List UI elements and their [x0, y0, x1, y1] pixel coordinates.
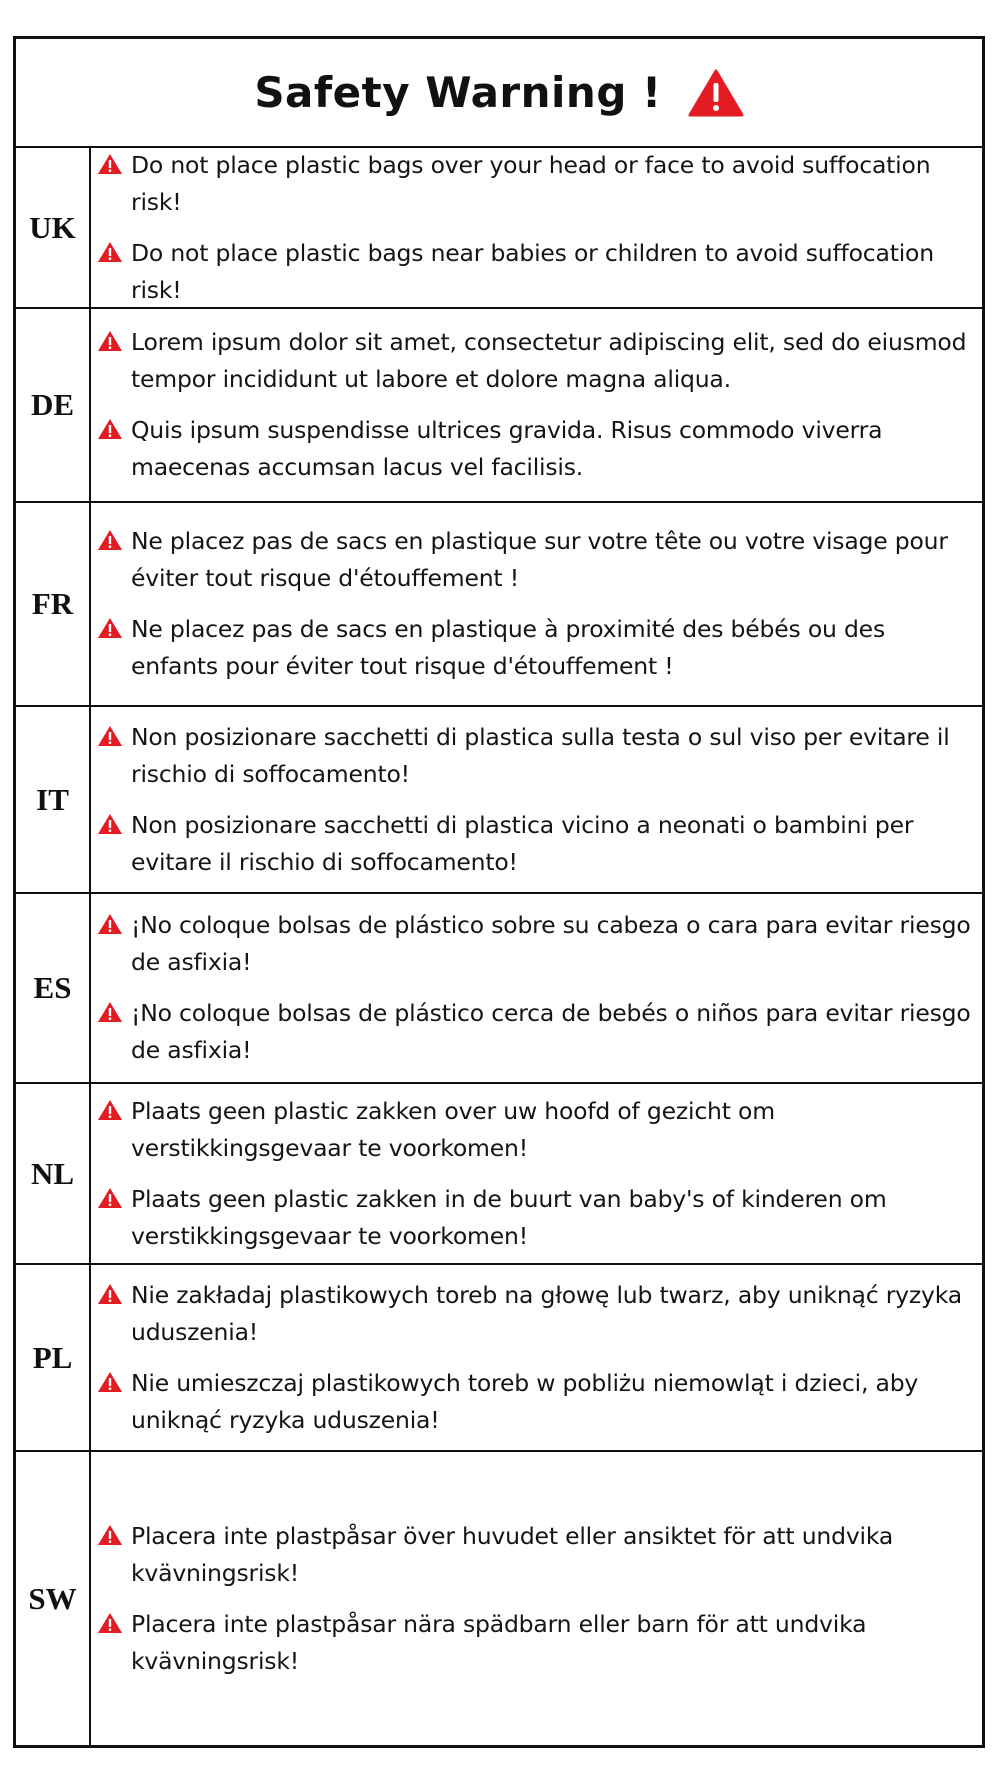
warning-triangle-icon: [97, 1365, 131, 1393]
warning-item: [97, 1093, 976, 1167]
language-code: IT: [16, 707, 91, 892]
warning-item: [97, 235, 976, 309]
warning-item: [97, 324, 976, 398]
language-code: NL: [16, 1084, 91, 1263]
warning-item: [97, 412, 976, 486]
warning-item: [97, 807, 976, 881]
warnings-list: [91, 148, 982, 307]
warning-triangle-icon: [97, 1181, 131, 1209]
warning-triangle-icon: [97, 907, 131, 935]
warning-text: Plaats geen plastic zakken over uw hoofd of gezicht om verstikkingsgevaar te voorkomen!: [131, 1096, 775, 1162]
language-row-nl: [16, 1084, 982, 1265]
warning-item: [97, 719, 976, 793]
warning-item: [97, 1181, 976, 1255]
warnings-list: [91, 894, 982, 1082]
warning-text: Do not place plastic bags over your head or face to avoid suffocation risk!: [131, 150, 931, 216]
language-code: SW: [16, 1452, 91, 1745]
title-row: [16, 39, 982, 148]
warning-text: Placera inte plastpåsar nära spädbarn eller barn för att undvika kvävningsrisk!: [131, 1609, 867, 1675]
language-code: DE: [16, 309, 91, 501]
language-code: UK: [16, 148, 91, 307]
warning-triangle-icon: [97, 995, 131, 1023]
language-row-fr: [16, 503, 982, 707]
warnings-list: [91, 1265, 982, 1450]
warning-triangle-icon: [97, 719, 131, 747]
warning-triangle-icon: [97, 147, 131, 175]
language-row-it: [16, 707, 982, 894]
language-row-pl: [16, 1265, 982, 1452]
language-code: PL: [16, 1265, 91, 1450]
language-code: ES: [16, 894, 91, 1082]
language-row-sw: [16, 1452, 982, 1745]
warning-text: ¡No coloque bolsas de plástico cerca de bebés o niños para evitar riesgo de asfixia!: [131, 999, 971, 1064]
warning-text: Ne placez pas de sacs en plastique sur votre tête ou votre visage pour éviter tout risque d'étouffement !: [131, 527, 948, 592]
warning-text: Nie umieszczaj plastikowych toreb w pobliżu niemowląt i dzieci, aby uniknąć ryzyka uduszenia!: [131, 1368, 919, 1434]
warning-triangle-icon: [97, 324, 131, 352]
warning-text: Plaats geen plastic zakken in de buurt van baby's of kinderen om verstikkingsgevaar te voorkomen!: [131, 1184, 887, 1250]
warning-triangle-icon: [97, 807, 131, 835]
warning-text: Non posizionare sacchetti di plastica sulla testa o sul viso per evitare il rischio di soffocamento!: [131, 722, 950, 788]
warning-text: Lorem ipsum dolor sit amet, consectetur adipiscing elit, sed do eiusmod tempor incididunt ut labore et dolore magna aliqua.: [131, 328, 967, 393]
warning-text: ¡No coloque bolsas de plástico sobre su cabeza o cara para evitar riesgo de asfixia!: [131, 911, 971, 976]
language-row-de: [16, 309, 982, 503]
warning-text: Do not place plastic bags near babies or children to avoid suffocation risk!: [131, 238, 934, 304]
language-row-es: [16, 894, 982, 1084]
warning-text: Quis ipsum suspendisse ultrices gravida. Risus commodo viverra maecenas accumsan lacus vel facilisis.: [131, 416, 883, 481]
warning-triangle-icon: [97, 523, 131, 551]
warning-triangle-icon: [97, 1277, 131, 1305]
warning-triangle-icon: [97, 1606, 131, 1634]
warnings-list: [91, 503, 982, 705]
warnings-list: [91, 1452, 982, 1745]
warnings-list: [91, 707, 982, 892]
warning-item: [97, 1606, 976, 1680]
warning-item: [97, 523, 976, 597]
warning-item: [97, 1277, 976, 1351]
language-code: FR: [16, 503, 91, 705]
warning-triangle-icon: [688, 69, 744, 117]
warning-item: [97, 1518, 976, 1592]
warning-item: [97, 611, 976, 685]
warning-item: [97, 147, 976, 221]
warning-text: Nie zakładaj plastikowych toreb na głowę lub twarz, aby uniknąć ryzyka uduszenia!: [131, 1280, 962, 1346]
language-row-uk: [16, 148, 982, 309]
warning-text: Placera inte plastpåsar över huvudet eller ansiktet för att undvika kvävningsrisk!: [131, 1521, 894, 1587]
warning-item: [97, 907, 976, 981]
warning-item: [97, 995, 976, 1069]
safety-warning-table: [13, 36, 985, 1748]
warning-text: Ne placez pas de sacs en plastique à proximité des bébés ou des enfants pour éviter tout risque d'étouffement !: [131, 615, 885, 680]
warning-triangle-icon: [97, 1518, 131, 1546]
warning-triangle-icon: [97, 1093, 131, 1121]
warning-text: Non posizionare sacchetti di plastica vicino a neonati o bambini per evitare il rischio di soffocamento!: [131, 810, 914, 876]
warning-triangle-icon: [97, 412, 131, 440]
warnings-list: [91, 309, 982, 501]
warning-triangle-icon: [97, 235, 131, 263]
page-title: Safety Warning !: [254, 68, 662, 117]
warnings-list: [91, 1084, 982, 1263]
warning-item: [97, 1365, 976, 1439]
warning-triangle-icon: [97, 611, 131, 639]
